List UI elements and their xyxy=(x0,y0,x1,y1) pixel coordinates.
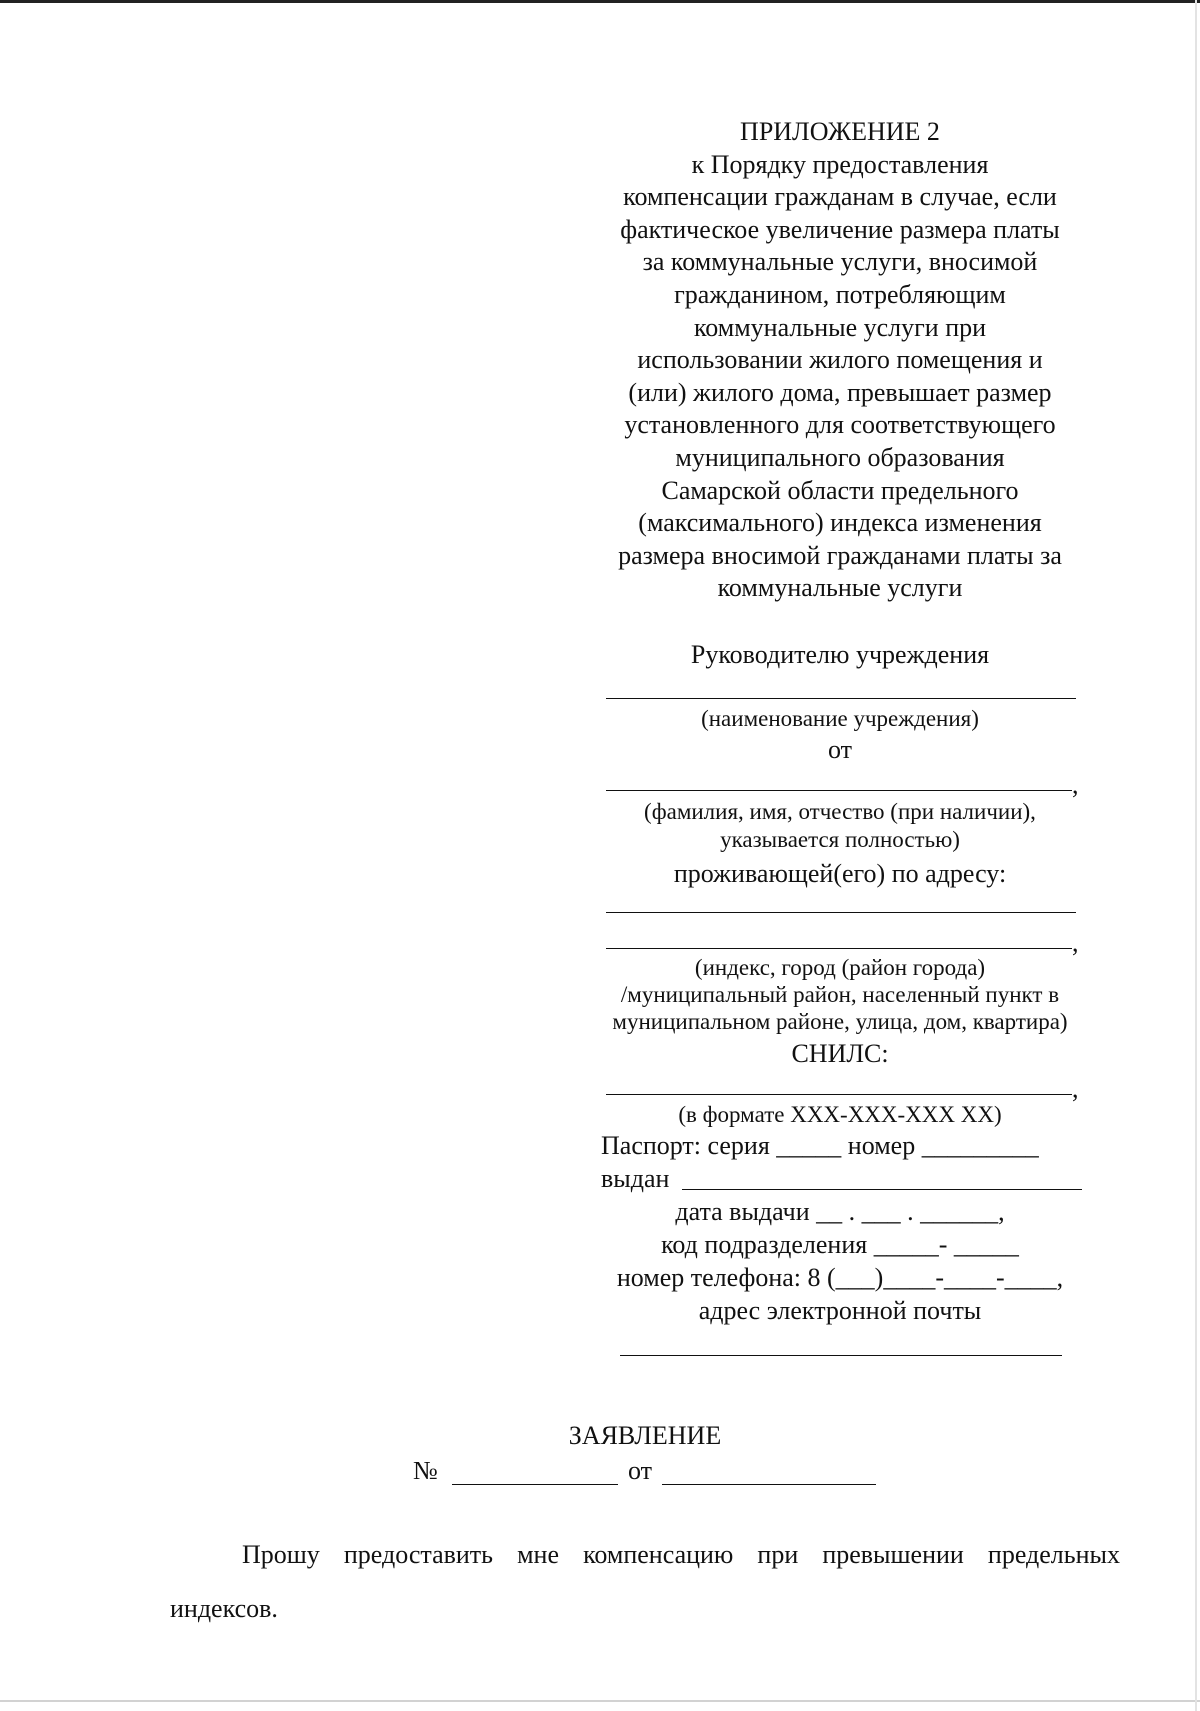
header-line: (или) жилого дома, превышает размер xyxy=(628,377,1052,407)
address-caption-2: /муниципальный район, населенный пункт в xyxy=(620,982,1060,1007)
institution-field[interactable] xyxy=(606,698,1076,699)
page-top-edge xyxy=(0,0,1200,3)
from-label: от xyxy=(827,735,853,764)
division-code-line[interactable]: код подразделения _____- _____ xyxy=(661,1230,1019,1259)
passport-line[interactable]: Паспорт: серия _____ номер _________ xyxy=(601,1131,1039,1160)
email-field[interactable] xyxy=(620,1355,1062,1356)
statement-body-line-1: Прошу предоставить мне компенсацию при превышении предельных xyxy=(242,1540,1120,1569)
issue-date-line[interactable]: дата выдачи __ . ___ . ______, xyxy=(675,1197,1005,1226)
field-comma: , xyxy=(1072,770,1079,799)
statement-body xyxy=(170,1528,1120,1636)
snils-caption: (в формате XXX-XXX-XXX XX) xyxy=(678,1102,1002,1127)
number-label: № xyxy=(413,1456,438,1485)
header-line: к Порядку предоставления xyxy=(691,149,989,179)
page-bottom-edge xyxy=(0,1700,1200,1702)
addressee-title: Руководителю учреждения xyxy=(690,640,990,669)
statement-title: ЗАЯВЛЕНИЕ xyxy=(568,1421,722,1450)
header-line: коммунальные услуги xyxy=(717,573,963,603)
statement-date-field[interactable] xyxy=(662,1484,876,1485)
header-line: (максимального) индекса изменения xyxy=(638,508,1042,538)
email-label: адрес электронной почты xyxy=(698,1296,982,1325)
name-caption-2: указывается полностью) xyxy=(720,827,960,852)
address-field-line-1[interactable] xyxy=(606,912,1076,913)
snils-field[interactable] xyxy=(606,1094,1072,1095)
header-line: использовании жилого помещения и xyxy=(637,345,1043,375)
address-caption-1: (индекс, город (район города) xyxy=(694,955,986,980)
phone-line[interactable]: номер телефона: 8 (___)____-____-____, xyxy=(616,1263,1064,1292)
full-name-field[interactable] xyxy=(606,790,1072,791)
header-line: установленного для соответствующего xyxy=(624,410,1056,440)
page-right-edge xyxy=(1195,0,1197,1711)
field-comma: , xyxy=(1072,1074,1079,1103)
issued-by-field[interactable] xyxy=(682,1189,1082,1190)
header-line: фактическое увеличение размера платы xyxy=(620,214,1060,244)
appendix-title: ПРИЛОЖЕНИЕ 2 xyxy=(740,117,940,146)
issued-by-label: выдан xyxy=(601,1164,670,1193)
address-caption-3: муниципальном районе, улица, дом, квартира) xyxy=(612,1009,1068,1034)
institution-caption: (наименование учреждения) xyxy=(701,706,979,731)
header-line: Самарской области предельного xyxy=(661,475,1019,505)
residing-label: проживающей(его) по адресу: xyxy=(673,859,1007,888)
snils-label: СНИЛС: xyxy=(791,1039,889,1068)
address-field-line-2[interactable] xyxy=(606,948,1072,949)
header-line: за коммунальные услуги, вносимой xyxy=(642,247,1038,277)
header-line: размера вносимой гражданами платы за xyxy=(618,540,1062,570)
header-line: коммунальные услуги при xyxy=(693,312,987,342)
header-line: муниципального образования xyxy=(675,442,1005,472)
statement-body-line-2: индексов. xyxy=(170,1594,278,1623)
appendix-header xyxy=(580,116,1100,605)
statement-number-field[interactable] xyxy=(452,1484,618,1485)
statement-date-label: от xyxy=(628,1456,653,1485)
header-line: компенсации гражданам в случае, если xyxy=(623,182,1057,212)
name-caption-1: (фамилия, имя, отчество (при наличии), xyxy=(644,799,1036,824)
field-comma: , xyxy=(1072,928,1079,957)
header-line: гражданином, потребляющим xyxy=(674,279,1006,309)
